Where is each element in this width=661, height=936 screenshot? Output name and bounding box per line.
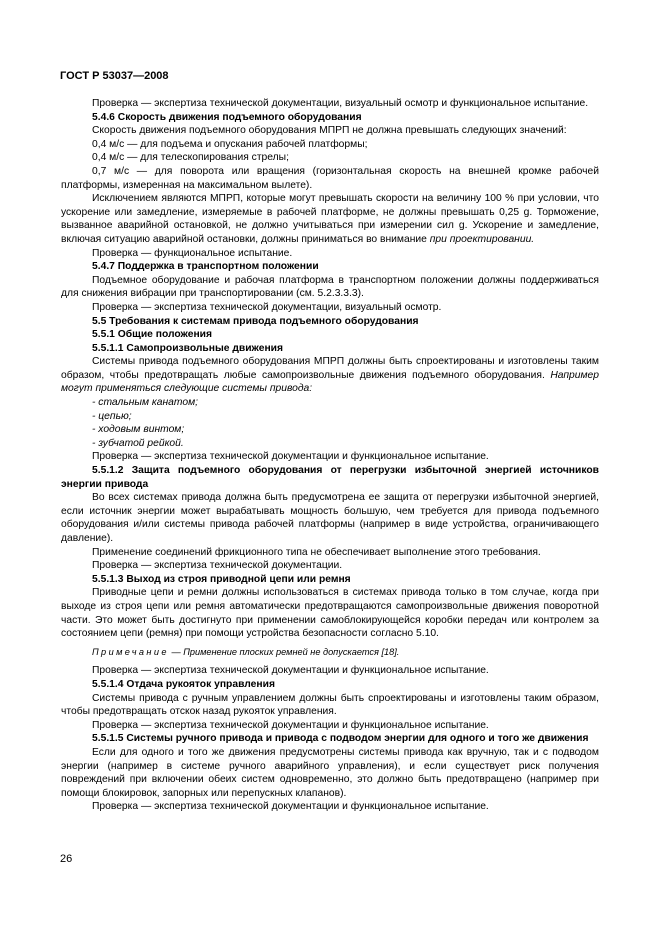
page-number: 26 bbox=[60, 853, 73, 865]
note-label: Примечание bbox=[92, 646, 169, 657]
paragraph: Скорость движения подъемного оборудования МПРП не должна превышать следующих значений: bbox=[92, 125, 567, 137]
section-heading-5-5-1-2: 5.5.1.2 Защита подъемного оборудования от перегрузки избыточной энергией источников энергии привода bbox=[61, 465, 599, 490]
section-heading-5-5-1-1: 5.5.1.1 Самопроизвольные движения bbox=[92, 342, 284, 354]
page-body bbox=[61, 97, 599, 814]
section-heading-5-5-1-5: 5.5.1.5 Системы ручного привода и привода с подводом энергии для одного и того же движения bbox=[92, 733, 589, 745]
document-header: ГОСТ Р 53037—2008 bbox=[60, 70, 169, 82]
paragraph: Системы привода подъемного оборудования МПРП должны быть спроектированы и изготовлены таким образом, чтобы предотвращать любые самопроизвольные движения подъемного оборудования. Например могут применяться следующие системы привода: bbox=[61, 356, 599, 395]
paragraph: Проверка — экспертиза технической документации и функциональное испытание. bbox=[92, 801, 489, 813]
list-item: - цепью; bbox=[92, 410, 132, 422]
list-item: 0,4 м/с — для подъема и опускания рабочей платформы; bbox=[92, 138, 368, 150]
paragraph: Проверка — экспертиза технической документации и функциональное испытание. bbox=[92, 665, 489, 677]
paragraph: Системы привода с ручным управлением должны быть спроектированы и изготовлены таким образом, чтобы предотвращать отскок назад рукояток управления. bbox=[61, 692, 599, 718]
section-heading-5-5: 5.5 Требования к системам привода подъемного оборудования bbox=[92, 315, 419, 327]
list-item: 0,7 м/с — для поворота или вращения (горизонтальная скорость на внешней кромке рабочей платформы, измеренная на максимальном вылете). bbox=[61, 165, 599, 191]
paragraph: Проверка — экспертиза технической документации и функциональное испытание. bbox=[92, 451, 489, 463]
paragraph: Проверка — экспертиза технической документации, визуальный осмотр и функциональное испытание. bbox=[92, 98, 589, 109]
paragraph: Проверка — экспертиза технической документации и функциональное испытание. bbox=[92, 719, 489, 731]
list-item: - зубчатой рейкой. bbox=[92, 437, 184, 449]
paragraph: Проверка — экспертиза технической документации. bbox=[92, 560, 343, 572]
list-item: - стальным канатом; bbox=[92, 397, 198, 409]
note: Примечание — Применение плоских ремней не допускается [18]. bbox=[92, 646, 400, 657]
section-heading-5-5-1: 5.5.1 Общие положения bbox=[92, 329, 212, 341]
section-heading-5-5-1-4: 5.5.1.4 Отдача рукояток управления bbox=[92, 678, 275, 690]
section-heading-5-5-1-3: 5.5.1.3 Выход из строя приводной цепи или ремня bbox=[92, 573, 351, 585]
paragraph: Исключением являются МПРП, которые могут превышать скорости на величину 100 % при условии, что ускорение или замедление, измеряемые в рабочей платформе, не должны превышать 0,25 g. Торможение, вызванное аварийной остановкой, не должно учитываться при измерении сил g. Ускорение и замедление, включая ситуацию аварийной остановки, должны приниматься во внимание при проектировании. bbox=[61, 193, 599, 245]
section-heading-5-4-6: 5.4.6 Скорость движения подъемного оборудования bbox=[92, 111, 362, 123]
list-item: 0,4 м/с — для телескопирования стрелы; bbox=[92, 152, 289, 164]
paragraph: Применение соединений фрикционного типа не обеспечивает выполнение этого требования. bbox=[92, 546, 541, 558]
paragraph: Во всех системах привода должна быть предусмотрена ее защита от перегрузки избыточной энергией, если источник энергии может вырабатывать мощность большую, чем требуется для привода подъемного оборудования и/или системы привода рабочей платформы (например в виде устройства, ограничивающего давление). bbox=[61, 492, 599, 544]
paragraph: Проверка — функциональное испытание. bbox=[92, 247, 293, 259]
paragraph: Проверка — экспертиза технической документации, визуальный осмотр. bbox=[92, 301, 442, 313]
list-item: - ходовым винтом; bbox=[92, 424, 185, 436]
section-heading-5-4-7: 5.4.7 Поддержка в транспортном положении bbox=[92, 261, 319, 273]
paragraph: Если для одного и того же движения предусмотрены системы привода как вручную, так и с подводом энергии (например в системе ручного аварийного управления), и если существует риск получения повреждений при включении обеих систем одновременно, это должно быть предотвращено (например при помощи блокировок, запорных или перепускных клапанов). bbox=[61, 746, 599, 799]
paragraph: Подъемное оборудование и рабочая платформа в транспортном положении должны поддерживаться для снижения вибрации при транспортировании (см. 5.2.3.3.3). bbox=[61, 274, 599, 300]
paragraph: Приводные цепи и ремни должны использоваться в системах привода только в том случае, когда при выходе из строя цепи или ремня автоматически предотвращаются самопроизвольные движения поворотной части. Это может быть достигнуто при применении самоблокирующейся коробки передач или контролем за состоянием цепи (ремня) при помощи устройства безопасности согласно 5.10. bbox=[61, 587, 599, 640]
